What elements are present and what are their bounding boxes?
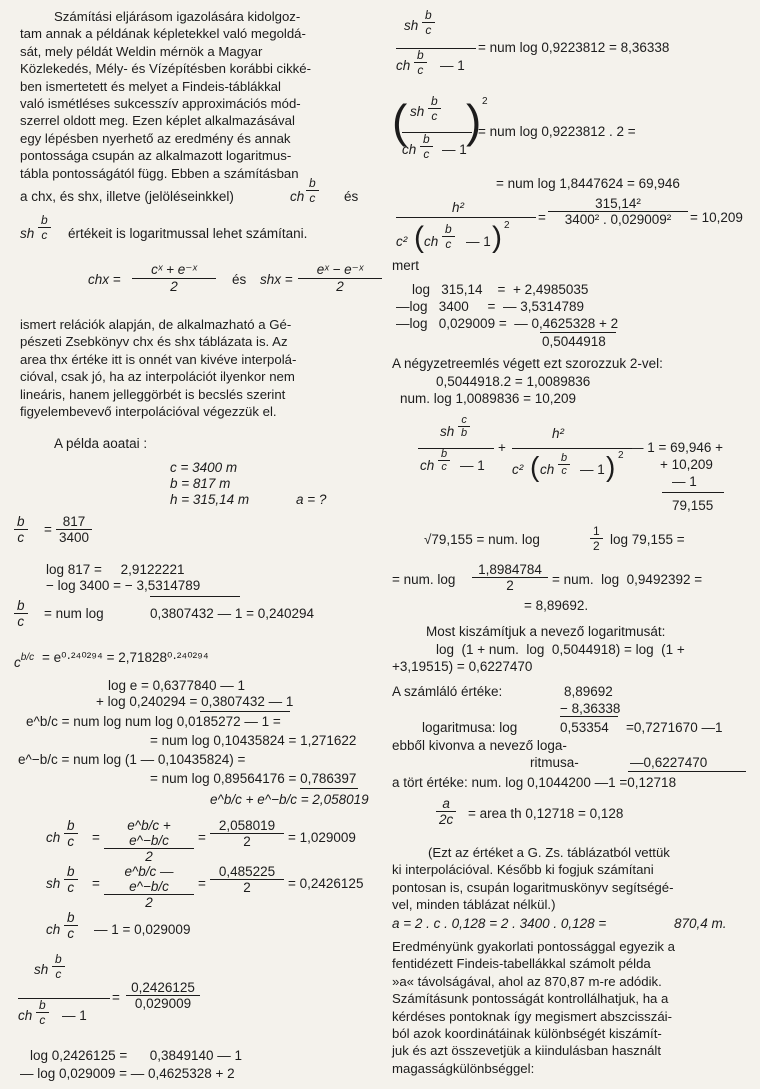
quotient-fraction (126, 980, 200, 1011)
frac-num: 0,485225 (210, 864, 284, 880)
conclusion-paragraph (392, 938, 752, 1077)
b-over-c-fraction (306, 176, 319, 205)
calc-line: = num log 0,89564176 = 0,786397 (150, 771, 357, 786)
chx-fraction (132, 262, 216, 294)
frac-den: 2 (336, 279, 344, 294)
b-over-c-fraction (558, 452, 570, 477)
text-line: area thx értéke itt is onnét van kivéve interpolá- (20, 351, 297, 367)
b-over-c-fraction (422, 8, 435, 37)
relation-paragraph (20, 316, 372, 420)
text-line: tábla pontosságától függ. Ebben a számításban (20, 165, 299, 181)
frac-den: 2 (243, 834, 251, 849)
text-line: egy lépésben nyerhető az eredmény és annak (20, 130, 291, 146)
text-line: cióval, csak jó, ha az interpolációt ilyenkor nem (20, 369, 295, 385)
sum-line: e^b/c + e^−b/c = 2,058019 (210, 792, 369, 807)
c-base (14, 650, 34, 671)
result: = 10,209 (690, 210, 743, 225)
b-over-c-fraction (14, 514, 28, 545)
frac-num: b (38, 213, 51, 228)
frac-num: 0,2426125 (126, 980, 200, 996)
calc-value: 8,89692 (564, 684, 613, 699)
given-value: b = 817 m (170, 476, 231, 491)
log-line: − log 3400 = − 3,5314789 (46, 578, 201, 593)
square-exponent: 2 (504, 220, 510, 231)
text-line: tam annak a példának képletekkel való megoldá- (20, 26, 306, 42)
right-paren: ) (606, 451, 616, 482)
frac-num: 817 (56, 514, 92, 530)
calc-line: = num log 0,9223812 = 8,36338 (478, 40, 670, 55)
frac-den: 2 (243, 880, 251, 895)
right-column (392, 0, 760, 1089)
text-line: Közlekedés, Mély- és Vízépítésben korábbi cikké- (20, 61, 311, 77)
text-line: szerrel oldott meg. Ezen képlet alkalmazásával (20, 113, 295, 129)
frac-num: b (52, 952, 65, 967)
frac-den: 2c (439, 812, 454, 827)
a-over-2c-fraction (436, 796, 456, 827)
text-line: kérdéses pontoknak így megismert abszcisszái- (392, 1008, 672, 1024)
sh-symbol: sh (404, 18, 419, 33)
ch-result: = 1,029009 (288, 830, 356, 845)
frac-num: b (442, 222, 455, 237)
c-over-b-fraction (458, 414, 470, 439)
frac-den: c (431, 109, 438, 123)
text-line: logaritmusa: log (422, 720, 518, 735)
sum-rule (200, 711, 290, 712)
h2-fraction (548, 196, 688, 227)
text-line: sát, mely példát Weldin mérnök a Magyar (20, 43, 263, 59)
log-line: — log 0,029009 = — 0,4625328 + 2 (20, 1066, 235, 1081)
frac-num: c (458, 414, 470, 427)
and-word: és (232, 272, 247, 287)
b-over-c-fraction (438, 448, 450, 473)
text-line: magasságkülönbséggel: (392, 1060, 535, 1076)
equals-sign: = (44, 522, 52, 537)
frac-num: b (428, 94, 441, 109)
numlog-value: 0,3807432 — 1 = 0,240294 (150, 606, 315, 621)
sh-symbol: sh (20, 226, 35, 241)
minus-one: — 1 (580, 462, 605, 477)
text-line: figyelembevevő interpolációval végezzük el. (20, 404, 277, 420)
ch-symbol: ch (402, 142, 417, 157)
text-line: A számláló értéke: (392, 684, 503, 699)
frac-num: 2,058019 (210, 818, 284, 834)
frac-den: c (17, 614, 25, 629)
sqrt-line: √79,155 = num. log (424, 532, 540, 547)
calc-line: num. log 1,0089836 = 10,209 (400, 391, 577, 406)
text-line: ebből kivonva a nevező loga- (392, 738, 567, 753)
h-squared: h² (452, 200, 465, 215)
frac-num: e^b/c — e^−b/c (104, 864, 194, 895)
fraction-bar (512, 448, 632, 449)
shx-label: shx = (260, 272, 293, 287)
frac-den: c (39, 1013, 46, 1027)
right-bracket: ) (466, 95, 482, 147)
text-line: Számítási eljárásom igazolására kidolgoz- (54, 9, 301, 24)
calc-line: = num log 1,8447624 = 69,946 (496, 176, 680, 191)
calc-line: 0,5044918.2 = 1,0089836 (436, 374, 591, 389)
given-value: c = 3400 m (170, 460, 238, 475)
c-symbol: c (14, 655, 21, 670)
text-line: pészeti Zsebkönyv chx és shx táblázata is. Az (20, 334, 288, 350)
calc-line: = area th 0,12718 = 0,128 (468, 806, 624, 821)
frac-den: c (55, 967, 62, 981)
text-line: juk és azt összevetjük a kiindulásban használt (392, 1043, 662, 1059)
text-line: ki interpolációval. Később ki fogjuk számítani (392, 862, 654, 878)
text-line: Számításunk pontosságát kontrollálhatjuk, ha a (392, 991, 669, 1007)
log-line: —log 3400 = — 3,5314789 (396, 299, 585, 314)
sum-rule (662, 492, 724, 493)
log-line: log 0,2426125 = 0,3849140 — 1 (30, 1048, 243, 1063)
b-over-c-fraction (14, 598, 28, 629)
sh-fraction (104, 864, 194, 910)
frac-num: b (36, 998, 49, 1013)
text-line: való ismétléses sukcesszív approximációs mód- (20, 96, 301, 112)
sum-total: 79,155 (672, 498, 714, 513)
calc-line: e^−b/c = num log (1 — 0,10435824) = (18, 752, 246, 767)
fraction-bar (18, 998, 110, 999)
sum-rule (628, 771, 746, 772)
fraction-bar (402, 132, 472, 133)
calc-line: e^b/c = num log num log 0,0185272 — 1 = (26, 714, 281, 729)
calc-line: = num log 0,9223812 . 2 = (478, 124, 636, 139)
frac-den: c (67, 834, 75, 849)
ch-fraction (104, 818, 194, 864)
text-line: Eredményünk gyakorlati pontossággal egyezik a (392, 939, 675, 954)
c-symbol: c (29, 652, 35, 663)
frac-den: c (17, 530, 25, 545)
b-over-c-fraction (414, 48, 427, 77)
ratio-fraction (56, 514, 92, 545)
b-over-c-fraction (442, 222, 455, 251)
text-line: a chx, és shx, illetve (jelöléseinkkel) (20, 189, 234, 204)
frac-den: b (461, 427, 468, 439)
given-value: a = ? (296, 492, 327, 507)
minus-one: — 1 (442, 142, 467, 157)
text-line: vel, minden táblázat nélkül.) (392, 897, 556, 913)
frac-den: 2 (506, 578, 514, 593)
log-line: log 315,14 = + 2,4985035 (412, 282, 589, 297)
frac-num: 1,8984784 (472, 562, 548, 578)
frac-num: b (438, 448, 450, 461)
minus-one: — 1 (466, 234, 491, 249)
final-equation: a = 2 . c . 0,128 = 2 . 3400 . 0,128 = (392, 916, 607, 931)
frac-den: c (309, 191, 316, 205)
text-line: értékeit is logaritmussal lehet számítani. (68, 226, 308, 241)
calc-value: —0,6227470 (630, 755, 708, 770)
equals-sign: = (112, 990, 120, 1005)
frac-num: eˣ − e⁻ˣ (298, 262, 382, 279)
log-line: + log 0,240294 = 0,3807432 — 1 (96, 694, 294, 709)
ch-symbol: ch (420, 458, 435, 473)
shx-fraction (298, 262, 382, 294)
text-line: A négyzetreemlés végett ezt szorozzuk 2-vel: (392, 356, 663, 371)
b-symbol: b (20, 652, 27, 663)
ch-symbol: ch (46, 922, 61, 937)
sh-value-fraction (210, 864, 284, 895)
equals-sign: = (538, 210, 546, 225)
left-paren: ( (530, 451, 540, 482)
sh-symbol: sh (440, 424, 455, 439)
superscript: b/c (20, 652, 35, 663)
calc-value: 0,53354 (560, 720, 609, 735)
sh-symbol: sh (34, 962, 49, 977)
sum-rule (150, 596, 240, 597)
frac-den: 2 (170, 279, 178, 294)
calc-value: − 8,36338 (560, 701, 621, 716)
sh-result: = 0,2426125 (288, 876, 364, 891)
minus-one: — 1 (440, 58, 465, 73)
sh-symbol: sh (410, 104, 425, 119)
b-over-c-fraction (428, 94, 441, 123)
b-over-c-fraction (36, 998, 49, 1027)
text-line: pontossága csupán az alkalmazott logaritmus- (20, 148, 292, 164)
frac-den: c (445, 237, 452, 251)
frac-num: b (64, 910, 78, 926)
text-line: ritmusa- (530, 755, 579, 770)
c-squared: c² (512, 462, 524, 477)
equals-sign: = (92, 876, 100, 891)
frac-den: 2 (145, 849, 153, 864)
frac-den: c (423, 147, 430, 161)
ch-symbol: ch (396, 58, 411, 73)
exp-line: = e⁰·²⁴⁰²⁹⁴ = 2,71828⁰·²⁴⁰²⁹⁴ (42, 650, 209, 665)
calc-line: — 1 (672, 474, 697, 489)
square-exponent: 2 (618, 450, 624, 461)
frac-num: b (14, 514, 28, 530)
chx-label: chx = (88, 272, 121, 287)
calc-line: + 10,209 (660, 457, 713, 472)
sum-rule (300, 788, 358, 789)
square-exponent: 2 (482, 96, 488, 107)
minus-one: — 1 (460, 458, 485, 473)
frac-den: 0,029009 (134, 996, 192, 1011)
plus-sign: + (498, 440, 506, 455)
text-line: »a« távolságával, ahol az 870,87 m-re adódik. (392, 973, 662, 989)
calc-line: — 1 = 69,946 + (630, 440, 724, 455)
c-squared: c² (396, 234, 408, 249)
text-line: ben ismertetett és melyet a Findeis-táblákkal (20, 78, 281, 94)
log-sum: 0,5044918 (542, 334, 606, 349)
log-line: log e = 0,6377840 — 1 (108, 678, 245, 693)
ch-symbol: ch (540, 462, 555, 477)
sum-rule (540, 332, 616, 333)
frac-num: a (436, 796, 456, 812)
frac-den: c (417, 63, 424, 77)
fraction-bar (396, 48, 476, 49)
section-heading: A példa aoatai : (54, 436, 148, 451)
calc-line: = num log 0,10435824 = 1,271622 (150, 733, 357, 748)
calc-line: — 1 = 0,029009 (94, 922, 191, 937)
given-value: h = 315,14 m (170, 492, 250, 507)
half-fraction (590, 524, 603, 553)
ch-symbol: ch (424, 234, 439, 249)
frac-den: c (425, 23, 432, 37)
frac-num: b (14, 598, 28, 614)
frac-num: b (306, 176, 319, 191)
ch-symbol: ch (18, 1008, 33, 1023)
equals-sign: = (198, 876, 206, 891)
equals-sign: = (198, 830, 206, 845)
text-line: fentidézett Findeis-tabellákkal számolt példa (392, 956, 651, 972)
text-line: mert (392, 258, 419, 273)
b-over-c-fraction (64, 864, 78, 895)
calc-line: = num. log (392, 572, 456, 587)
b-over-c-fraction (38, 213, 51, 242)
minus-one: — 1 (62, 1008, 87, 1023)
b-over-c-fraction (64, 910, 78, 941)
frac-den: 2 (593, 539, 600, 553)
calc-line: +3,19515) = 0,6227470 (392, 659, 533, 674)
text-line: és (344, 189, 359, 204)
frac-num: cˣ + e⁻ˣ (132, 262, 216, 279)
frac-den: c (441, 461, 447, 473)
intro-paragraph (20, 8, 372, 182)
frac-den: 3400² . 0,029009² (564, 212, 672, 227)
final-result: 870,4 m. (674, 916, 727, 931)
text-line: pontosan is, csupán logaritmuskönyv segítségé- (392, 879, 674, 895)
frac-den: 3400 (59, 530, 90, 545)
numlog-label: = num log (44, 606, 104, 621)
frac-num: b (420, 132, 433, 147)
frac-num: b (64, 864, 78, 880)
ch-value-fraction (210, 818, 284, 849)
frac-den: c (67, 880, 75, 895)
ch-symbol: ch (290, 189, 305, 204)
text-line: (Ezt az értéket a G. Zs. táblázatból vettük (428, 845, 670, 860)
text-line: Most kiszámítjuk a nevező logaritmusát: (426, 624, 666, 639)
right-paren: ) (492, 221, 502, 254)
b-over-c-fraction (52, 952, 65, 981)
frac-num: b (414, 48, 427, 63)
frac-num: b (422, 8, 435, 23)
fraction-bar (396, 217, 536, 218)
sum-rule (560, 716, 618, 717)
text-line: ból azok koordinátáinak különbségét kiszámít- (392, 1026, 662, 1042)
ch-symbol: ch (46, 830, 61, 845)
frac-num: e^b/c + e^−b/c (104, 818, 194, 849)
log-line: log 817 = 2,9122221 (46, 562, 185, 577)
calc-line: a tört értéke: num. log 0,1044200 —1 =0,12718 (392, 775, 677, 790)
frac-num: b (558, 452, 570, 465)
b-over-c-fraction (420, 132, 433, 161)
calc-line: log 79,155 = (610, 532, 685, 547)
frac-den: 2 (145, 895, 153, 910)
left-paren: ( (414, 221, 424, 254)
calc-line: = num. log 0,9492392 = (552, 572, 703, 587)
frac-num: 1 (590, 524, 603, 539)
left-bracket: ( (392, 95, 408, 147)
log-line: —log 0,029009 = — 0,4625328 + 2 (396, 316, 619, 331)
h-squared: h² (552, 426, 565, 441)
calc-value: =0,7271670 —1 (626, 720, 723, 735)
frac-num: b (64, 818, 78, 834)
frac-den: c (41, 228, 48, 242)
equals-sign: = (92, 830, 100, 845)
text-line: lineáris, hanem jelleggörbét is becslés szerint (20, 386, 286, 402)
calc-line: = 8,89692. (524, 598, 589, 613)
text-line: ismert relációk alapján, de alkalmazható a Gé- (20, 317, 292, 332)
log-half-fraction (472, 562, 548, 593)
calc-line: log (1 + num. log 0,5044918) = log (1 + (436, 642, 685, 657)
b-over-c-fraction (64, 818, 78, 849)
note-paragraph (392, 844, 752, 914)
frac-num: 315,14² (548, 196, 688, 212)
frac-den: c (561, 465, 567, 477)
frac-den: c (67, 926, 75, 941)
fraction-bar (418, 448, 494, 449)
sh-symbol: sh (46, 876, 61, 891)
